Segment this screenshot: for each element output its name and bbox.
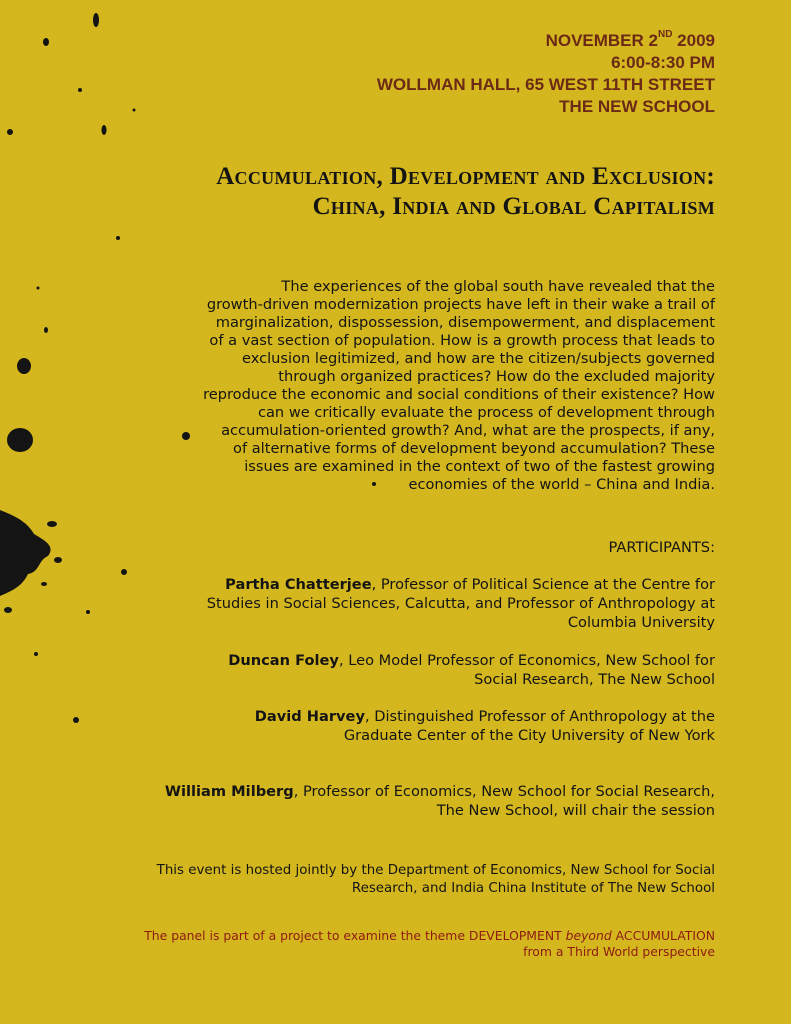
abstract-line: growth-driven modernization projects have left in their wake a trail of [206,296,715,313]
event-time: 6:00-8:30 PM [611,53,715,72]
title-line-1: Accumulation, Development and Exclusion: [216,163,715,190]
participant-name: David Harvey [254,708,365,725]
participant-name: William Milberg [164,783,294,800]
event-host-note: This event is hosted jointly by the Department of Economics, New School for Social Research, and India China Institute of The New School [156,863,715,896]
participant-william-milberg: William Milberg, Professor of Economics, New School for Social Research, The New School, will chair the session [164,783,715,819]
event-date: NOVEMBER 2ND 2009 [545,29,715,50]
abstract-line: through organized practices? How do the excluded majority [278,368,715,385]
event-venue: WOLLMAN HALL, 65 WEST 11TH STREET [376,75,715,94]
project-footnote: The panel is part of a project to examine the theme DEVELOPMENT beyond ACCUMULATION from a Third World perspective [144,928,715,959]
participant-david-harvey: David Harvey, Distinguished Professor of Anthropology at the Graduate Center of the City University of New York [254,708,715,744]
event-abstract [155,278,715,494]
participant-name: Duncan Foley [228,652,339,669]
abstract-line: marginalization, dispossession, disempowerment, and displacement [215,314,715,331]
event-details [377,30,715,118]
participants-heading: PARTICIPANTS: [608,539,715,556]
abstract-line: exclusion legitimized, and how are the citizen/subjects governed [242,350,715,367]
participant-partha-chatterjee: Partha Chatterjee, Professor of Political Science at the Centre for Studies in Social Sciences, Calcutta, and Professor of Anthropology at Columbia University [206,576,715,631]
title-line-2: China, India and Global Capitalism [312,193,715,220]
abstract-line: accumulation-oriented growth? And, what are the prospects, if any, [221,422,715,439]
abstract-line: economies of the world – China and India. [408,476,715,493]
participant-name: Partha Chatterjee [225,576,372,593]
abstract-line: The experiences of the global south have revealed that the [281,278,715,295]
abstract-line: of a vast section of population. How is a growth process that leads to [209,332,715,349]
event-institution: THE NEW SCHOOL [559,97,715,116]
participant-duncan-foley: Duncan Foley, Leo Model Professor of Economics, New School for Social Research, The New School [228,652,715,688]
abstract-line: of alternative forms of development beyond accumulation? These [233,440,715,457]
event-title [216,162,715,222]
abstract-line: issues are examined in the context of two of the fastest growing [244,458,715,475]
abstract-line: reproduce the economic and social conditions of their existence? How [203,386,715,403]
abstract-line: can we critically evaluate the process of development through [257,404,715,421]
